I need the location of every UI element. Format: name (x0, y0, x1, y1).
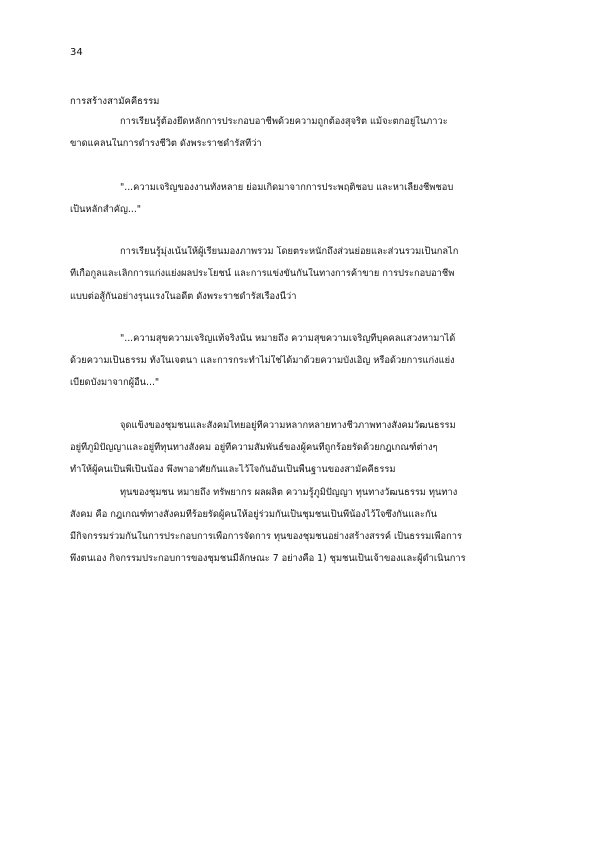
paragraph-3-line-2: อยู่ที่ภูมิปัญญาและอยู่ที่ทุนทางสังคม อยู่ที่ความสัมพันธ์ของผู้คนที่ถูกร้อยรัดด้วยกฎเกณฑ์ต่างๆ (70, 442, 438, 453)
paragraph-2-line-3: แบบต่อสู้กันอย่างรุนแรงในอดีต ดังพระราชดำรัสเรื่องนี้ว่า (70, 291, 297, 302)
page-number: 34 (70, 47, 83, 58)
paragraph-2-line-2: ที่เกื้อกูลและเลิกการแก่งแย่งผลประโยชน์ และการแข่งขันกันในทางการค้าขาย การประกอบอาชีพ (70, 268, 455, 279)
quote-1-line-1: "...ความเจริญของงานทั้งหลาย ย่อมเกิดมาจากการประพฤติชอบ และหาเลี้ยงชีพชอบ (120, 182, 454, 193)
section-heading: การสร้างสามัคคีธรรม (70, 96, 160, 107)
quote-2-line-1: "...ความสุขความเจริญแท้จริงนั้น หมายถึง ความสุขความเจริญที่บุคคลแสวงหามาได้ (120, 333, 456, 344)
paragraph-1-line-2: ขาดแคลนในการดำรงชีวิต ดังพระราชดำรัสที่ว่า (70, 138, 262, 149)
paragraph-4-line-3: มีกิจกรรมร่วมกันในการประกอบการเพื่อการจัดการ ทุนของชุมชนอย่างสร้างสรรค์ เป็นธรรมเพื่อการ (70, 531, 462, 542)
quote-2-line-3: เบียดบังมาจากผู้อื่น..." (70, 377, 160, 388)
paragraph-2-line-1: การเรียนรู้มุ่งเน้นให้ผู้เรียนมองภาพรวม โดยตระหนักถึงส่วนย่อยและส่วนรวมเป็นกลไก (120, 246, 459, 257)
paragraph-4-line-2: สังคม คือ กฎเกณฑ์ทางสังคมที่ร้อยรัดผู้คนให้อยู่ร่วมกันเป็นชุมชนเป็นพี่น้องไว้ใจซึ่งกันและกัน (70, 509, 437, 520)
paragraph-3-line-1: จุดแข็งของชุมชนและสังคมไทยอยู่ที่ความหลากหลายทางชีวภาพทางสังคมวัฒนธรรม (120, 420, 456, 431)
paragraph-4-line-4: พึ่งตนเอง กิจกรรมประกอบการของชุมชนมีลักษณะ 7 อย่างคือ 1) ชุมชนเป็นเจ้าของและผู้ดำเนินการ (70, 553, 466, 564)
paragraph-1-line-1: การเรียนรู้ต้องยึดหลักการประกอบอาชีพด้วยความถูกต้องสุจริต แม้จะตกอยู่ในภาวะ (120, 116, 448, 127)
quote-2-line-2: ด้วยความเป็นธรรม ทั้งในเจตนา และการกระทำไม่ใช่ได้มาด้วยความบังเอิญ หรือด้วยการแก่งแย่ง (70, 355, 455, 366)
quote-1-line-2: เป็นหลักสำคัญ..." (70, 204, 142, 215)
paragraph-3-line-3: ทำให้ผู้คนเป็นพี่เป็นน้อง พึ่งพาอาศัยกันและไว้ใจกันอันเป็นพื้นฐานของสามัคคีธรรม (70, 464, 396, 475)
paragraph-4-line-1: ทุนของชุมชน หมายถึง ทรัพยากร ผลผลิต ความรู้ภูมิปัญญา ทุนทางวัฒนธรรม ทุนทาง (120, 487, 458, 498)
